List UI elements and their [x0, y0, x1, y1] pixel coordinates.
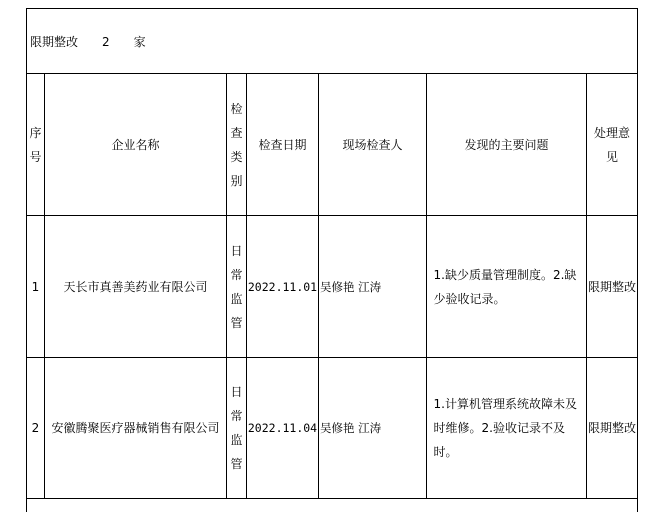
- row-1-index: 1: [31, 279, 40, 294]
- summary-row: [30, 30, 146, 54]
- row-2-problems-text: 1.计算机管理系统故障未及时维修。2.验收记录不及时。: [433, 397, 577, 459]
- row-2-company: [45, 358, 226, 498]
- header-type-text: 检查类别: [230, 101, 243, 188]
- row-1-opinion-text: 限期整改: [588, 279, 637, 294]
- header-inspector: 现场检查人: [342, 137, 403, 152]
- row-1-date: 2022.11.01: [247, 279, 318, 294]
- summary-label: 限期整改: [30, 35, 79, 49]
- row-2-date: 2022.11.04: [247, 421, 318, 435]
- header-type: [227, 74, 246, 215]
- row-1-opinion: [587, 216, 637, 357]
- row-2-inspector: 吴修艳 江涛: [320, 421, 382, 435]
- row-1-company: 天长市真善美药业有限公司: [63, 279, 208, 294]
- header-opinion: [587, 74, 637, 215]
- header-problems: 发现的主要问题: [464, 137, 549, 152]
- row-2-company-text: 安徽腾聚医疗器械销售有限公司: [51, 421, 220, 435]
- header-date: 检查日期: [258, 137, 307, 152]
- row-2-index: 2: [31, 421, 40, 435]
- row-2-opinion: [587, 358, 637, 498]
- rule: [26, 8, 638, 9]
- header-company: 企业名称: [111, 137, 160, 152]
- header-index: [27, 74, 44, 215]
- row-2-type: [227, 358, 246, 498]
- row-2-opinion-text: 限期整改: [588, 421, 637, 435]
- rule: [26, 498, 638, 499]
- summary-count: 2: [102, 35, 110, 49]
- rule: [637, 8, 638, 512]
- row-1-type: [227, 216, 246, 357]
- header-index-text: 序号: [29, 125, 42, 164]
- row-1-type-text: 日常监管: [230, 243, 243, 330]
- summary-unit: 家: [133, 35, 146, 49]
- row-1-inspector: 吴修艳 江涛: [320, 279, 382, 294]
- row-1-problems: [427, 216, 586, 357]
- row-2-problems: [427, 358, 586, 498]
- row-2-type-text: 日常监管: [230, 385, 243, 471]
- header-opinion-text: 处理意见: [593, 125, 630, 164]
- row-1-problems-text: 1.缺少质量管理制度。2.缺少验收记录。: [433, 267, 577, 306]
